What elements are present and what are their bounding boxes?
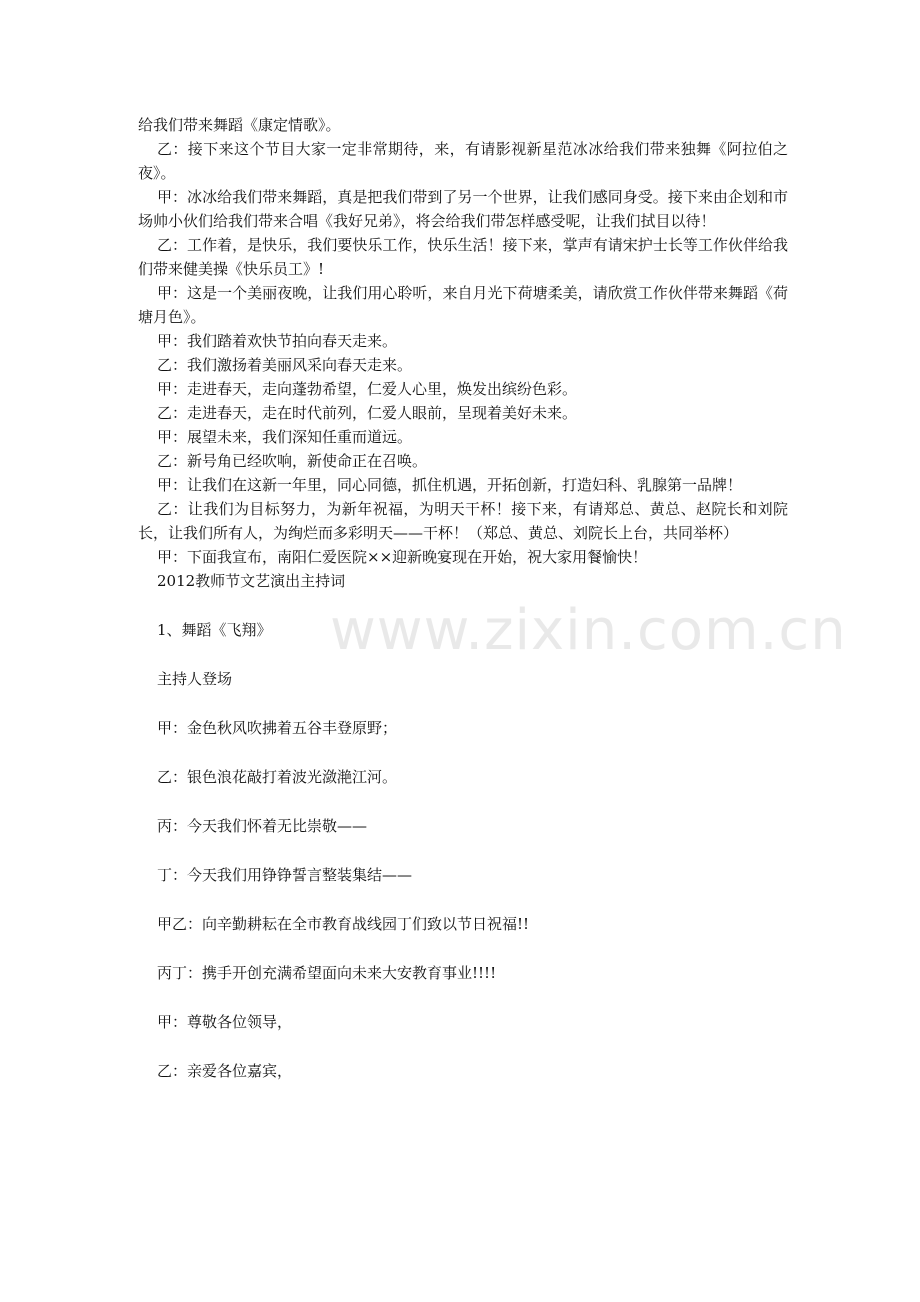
paragraph-jia-announce: 甲：下面我宣布，南阳仁爱医院××迎新晚宴现在开始，祝大家用餐愉快！: [157, 548, 648, 566]
line-jia-autumn: 甲：金色秋风吹拂着五谷丰登原野；: [157, 719, 398, 737]
line-bingding-future: 丙丁：携手开创充满希望面向未来大安教育事业!!!!: [157, 964, 497, 982]
watermark: www.zixin.com.cn: [330, 598, 847, 663]
paragraph-yi-aerobics: 乙：工作着，是快乐，我们要快乐工作，快乐生活！接下来，掌声有请宋护士长等工作伙伴给我们带来健美操《快乐员工》!: [138, 236, 788, 278]
paragraph-yi-mission: 乙：新号角已经吹响，新使命正在召唤。: [157, 452, 428, 470]
paragraph-dance-intro: 给我们带来舞蹈《康定情歌》。: [138, 116, 341, 134]
paragraph-jia-new-year: 甲：让我们在这新一年里，同心同德，抓住机遇，开拓创新，打造妇科、乳腺第一品牌！: [157, 476, 743, 494]
paragraph-jia-spring-2: 甲：走进春天，走向蓬勃希望，仁爱人心里，焕发出缤纷色彩。: [157, 380, 578, 398]
program-item-dance-flying: 1、舞蹈《飞翔》: [157, 621, 272, 639]
paragraph-yi-spring-2: 乙：走进春天，走在时代前列，仁爱人眼前，呈现着美好未来。: [157, 404, 578, 422]
paragraph-jia-spring-1: 甲：我们踏着欢快节拍向春天走来。: [157, 332, 398, 350]
line-yi-guests: 乙：亲爱各位嘉宾，: [157, 1062, 293, 1080]
line-jia-leaders: 甲：尊敬各位领导，: [157, 1013, 293, 1031]
line-jiayi-blessing: 甲乙：向辛勤耕耘在全市教育战线园丁们致以节日祝福!!: [157, 915, 530, 933]
paragraph-yi-arabian-night: 乙：接下来这个节目大家一定非常期待，来，有请影视新星范冰冰给我们带来独舞《阿拉伯之夜》。: [138, 140, 788, 182]
paragraph-yi-toast: 乙：让我们为目标努力，为新年祝福，为明天干杯！接下来，有请郑总、黄总、赵院长和刘院长，让我们所有人，为绚烂而多彩明天——干杯！（郑总、黄总、刘院长上台，共同举杯）: [138, 500, 788, 542]
hosts-enter-label: 主持人登场: [157, 670, 233, 688]
document-page: [138, 113, 788, 1083]
line-bing-respect: 丙：今天我们怀着无比崇敬——: [157, 817, 368, 835]
paragraph-yi-spring-1: 乙：我们激扬着美丽风采向春天走来。: [157, 356, 413, 374]
line-ding-oath: 丁：今天我们用铮铮誓言整装集结——: [157, 866, 413, 884]
paragraph-jia-future: 甲：展望未来，我们深知任重而道远。: [157, 428, 413, 446]
paragraph-jia-lotus-moonlight: 甲：这是一个美丽夜晚，让我们用心聆听，来自月光下荷塘柔美，请欣赏工作伙伴带来舞蹈《荷塘月色》。: [138, 284, 788, 326]
section-heading-teachers-day: 2012教师节文艺演出主持词: [157, 572, 346, 590]
line-yi-waves: 乙：银色浪花敲打着波光潋滟江河。: [157, 768, 398, 786]
paragraph-jia-chorus: 甲：冰冰给我们带来舞蹈，真是把我们带到了另一个世界，让我们感同身受。接下来由企划和市场帅小伙们给我们带来合唱《我好兄弟》，将会给我们带怎样感受呢，让我们拭目以待！: [138, 188, 788, 230]
